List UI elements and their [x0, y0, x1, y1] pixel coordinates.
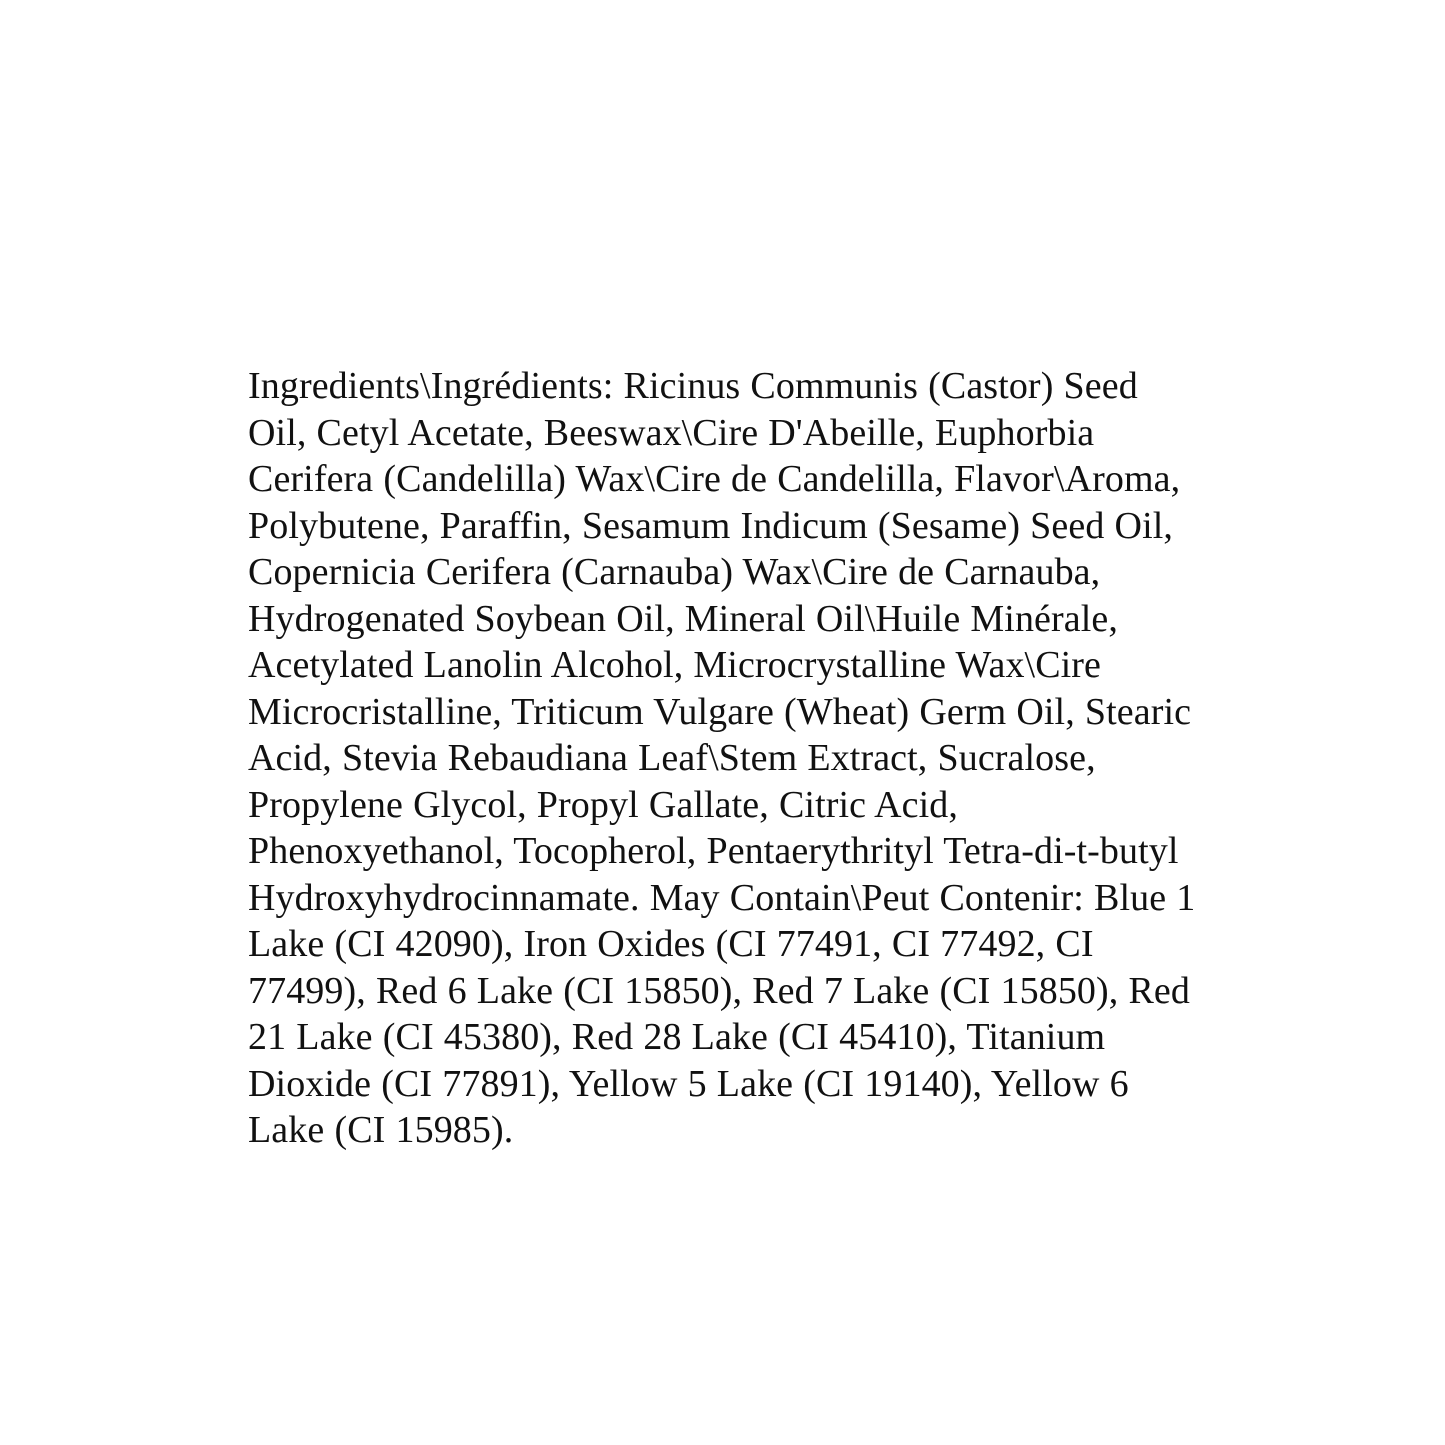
ingredients-paragraph: Ingredients\Ingrédients: Ricinus Communis (Castor) Seed Oil, Cetyl Acetate, Beeswax\Cire D'Abeille, Euphorbia Cerifera (Candelilla) Wax\Cire de Candelilla, Flavor\Aroma, Polybutene, Paraffin, Sesamum Indicum (Sesame) Seed Oil, Copernicia Cerifera (Carnauba) Wax\Cire de Carnauba, Hydrogenated Soybean Oil, Mineral Oil\Huile Minérale, Acetylated Lanolin Alcohol, Microcrystalline Wax\Cire Microcristalline, Triticum Vulgare (Wheat) Germ Oil, Stearic Acid, Stevia Rebaudiana Leaf\Stem Extract, Sucralose, Propylene Glycol, Propyl Gallate, Citric Acid, Phenoxyethanol, Tocopherol, Pentaerythrityl Tetra-di-t-butyl Hydroxyhydrocinnamate. May Contain\Peut Contenir: Blue 1 Lake (CI 42090), Iron Oxides (CI 77491, CI 77492, CI 77499), Red 6 Lake (CI 15850), Red 7 Lake (CI 15850), Red 21 Lake (CI 45380), Red 28 Lake (CI 45410), Titanium Dioxide (CI 77891), Yellow 5 Lake (CI 19140), Yellow 6 Lake (CI 15985). — [248, 365, 1206, 1151]
ingredients-block — [248, 325, 1206, 1192]
